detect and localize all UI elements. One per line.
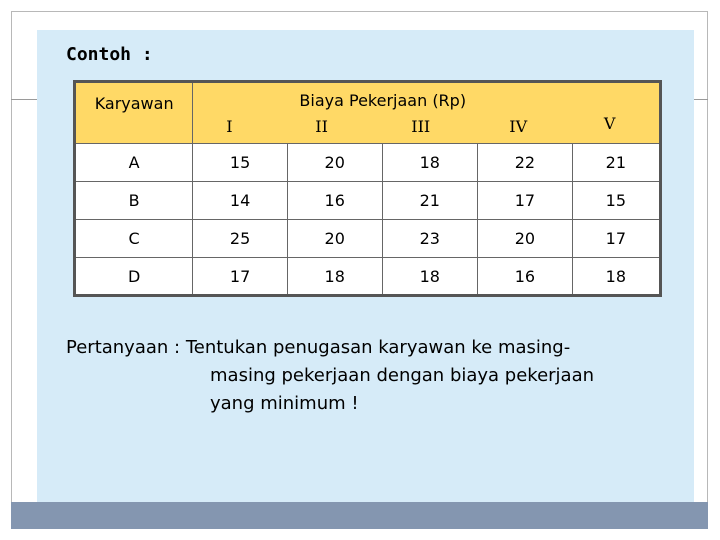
table-cell: 21 [382, 182, 478, 220]
table-cell: 17 [572, 220, 660, 258]
table-row [75, 182, 661, 220]
table-cell: 20 [478, 220, 573, 258]
table-cell: 17 [193, 258, 288, 296]
table-cell: 15 [193, 144, 288, 182]
table-cell: 22 [478, 144, 573, 182]
table-row [75, 144, 661, 182]
footer-bar [11, 502, 708, 529]
divider-right [694, 99, 708, 100]
cost-table [73, 80, 662, 297]
table-cell: 15 [572, 182, 660, 220]
divider-left [11, 99, 37, 100]
table-cell: 20 [287, 220, 382, 258]
column-label-2: II [315, 117, 328, 136]
column-label-4: IV [509, 117, 528, 136]
question-line-1: Pertanyaan : Tentukan penugasan karyawan ke masing- [66, 337, 571, 358]
table-cell: 16 [287, 182, 382, 220]
table-cell: 14 [193, 182, 288, 220]
table-row [75, 258, 661, 296]
table-cell: 18 [287, 258, 382, 296]
column-label-cell-5 [572, 82, 660, 144]
table-cell: 16 [478, 258, 573, 296]
table-cell: 23 [382, 220, 478, 258]
table-cell: 21 [572, 144, 660, 182]
table-cell: 18 [382, 144, 478, 182]
question-line-3: yang minimum ! [210, 393, 359, 414]
table-cell: 17 [478, 182, 573, 220]
table-cell: 25 [193, 220, 288, 258]
table-cell: 18 [572, 258, 660, 296]
column-label-3: III [411, 117, 431, 136]
column-label-5: V [603, 113, 616, 133]
group-header-label: Biaya Pekerjaan (Rp) [299, 91, 467, 110]
row-label: C [75, 220, 193, 258]
question-line-2: masing pekerjaan dengan biaya pekerjaan [210, 365, 595, 386]
table-header-row [75, 82, 661, 144]
question-text [66, 334, 666, 418]
table-row [75, 220, 661, 258]
table-cell: 18 [382, 258, 478, 296]
column-labels [193, 117, 572, 137]
row-label: A [75, 144, 193, 182]
row-label: D [75, 258, 193, 296]
group-header-cell [193, 82, 572, 144]
row-header-cell [75, 82, 193, 144]
row-label: B [75, 182, 193, 220]
slide-heading: Contoh : [66, 44, 153, 65]
column-label-1: I [226, 117, 233, 136]
row-header-label: Karyawan [94, 93, 174, 113]
table-cell: 20 [287, 144, 382, 182]
